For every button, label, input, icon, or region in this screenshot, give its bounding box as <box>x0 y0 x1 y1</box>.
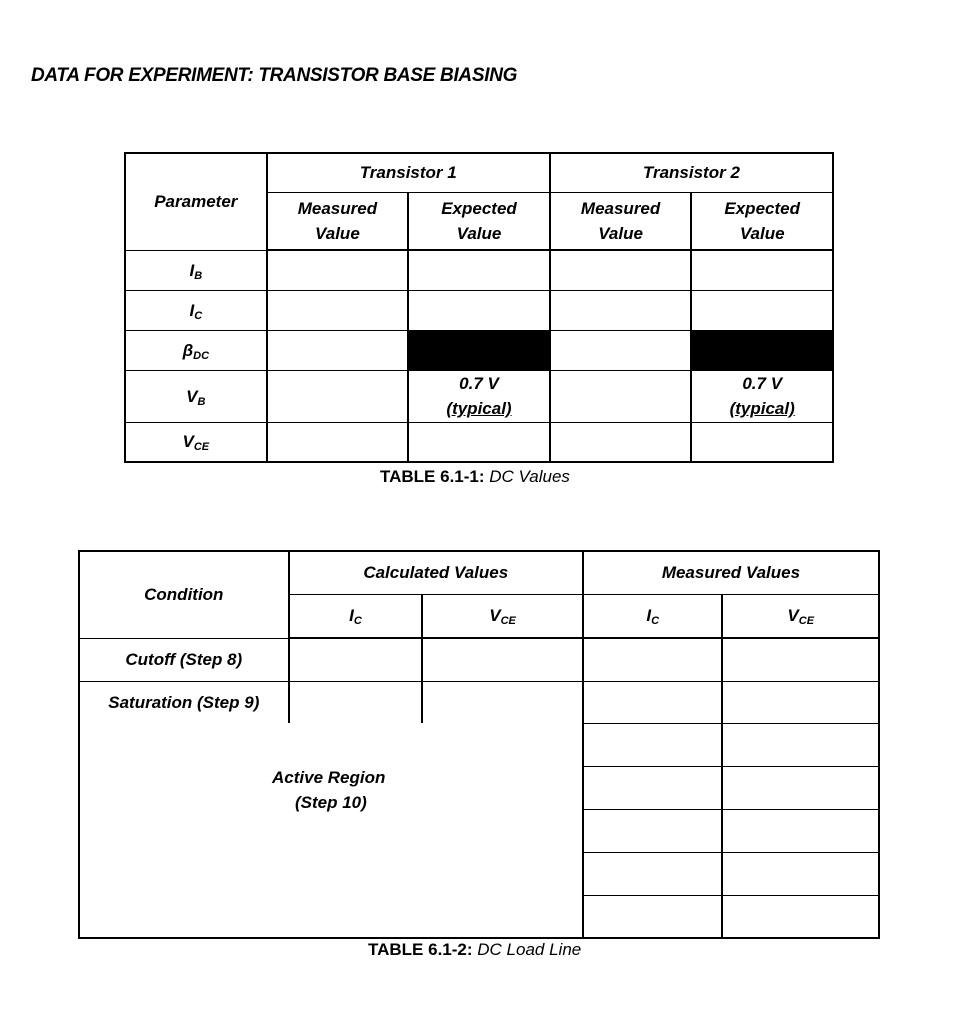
cell[interactable] <box>550 250 692 290</box>
cell[interactable] <box>422 681 583 723</box>
cell[interactable] <box>267 422 409 462</box>
t2-measured-header: Measured Value <box>550 192 692 250</box>
cell[interactable] <box>267 250 409 290</box>
vb-expected-t1: 0.7 V (typical) <box>408 370 550 422</box>
t1-expected-header: Expected Value <box>408 192 550 250</box>
meas-vce-header: $V_{CE}$ <box>722 594 879 638</box>
cell[interactable] <box>583 723 723 766</box>
cell[interactable] <box>583 681 723 723</box>
cell[interactable] <box>422 638 583 681</box>
cell[interactable] <box>550 370 692 422</box>
cell[interactable] <box>583 638 723 681</box>
cell[interactable] <box>722 766 879 809</box>
cell[interactable] <box>408 422 550 462</box>
cell[interactable] <box>722 852 879 895</box>
cell[interactable] <box>691 250 833 290</box>
transistor2-header: Transistor 2 <box>550 153 833 192</box>
vb-expected-t2: 0.7 V (typical) <box>691 370 833 422</box>
cell[interactable] <box>722 723 879 766</box>
cell[interactable] <box>583 852 723 895</box>
t1-measured-header: Measured Value <box>267 192 409 250</box>
cell[interactable] <box>583 809 723 852</box>
dc-values-table <box>124 152 834 463</box>
table2-caption: TABLE 6.1-2: DC Load Line <box>368 940 582 959</box>
cell[interactable] <box>267 290 409 330</box>
cell[interactable] <box>722 809 879 852</box>
cell[interactable] <box>289 638 423 681</box>
parameter-header: Parameter <box>125 153 267 250</box>
cell[interactable] <box>289 681 423 723</box>
t2-expected-header: Expected Value <box>691 192 833 250</box>
param-ic: $I_C$ <box>125 290 267 330</box>
cutoff-label: Cutoff (Step 8) <box>79 638 289 681</box>
saturation-label: Saturation (Step 9) <box>79 681 289 723</box>
cell[interactable] <box>583 766 723 809</box>
table1-caption: TABLE 6.1-1: DC Values <box>380 467 570 486</box>
cell[interactable] <box>722 681 879 723</box>
cell[interactable] <box>550 330 692 370</box>
cell[interactable] <box>691 290 833 330</box>
param-beta-dc: $\beta_{DC}$ <box>125 330 267 370</box>
cell[interactable] <box>550 422 692 462</box>
calc-ic-header: $I_C$ <box>289 594 423 638</box>
dc-load-line-table <box>78 550 880 939</box>
cell[interactable] <box>267 330 409 370</box>
calculated-values-header: Calculated Values <box>289 551 583 594</box>
cell[interactable] <box>722 638 879 681</box>
blacked-out-cell <box>408 330 550 370</box>
cell[interactable] <box>408 290 550 330</box>
transistor1-header: Transistor 1 <box>267 153 550 192</box>
page-title: DATA FOR EXPERIMENT: TRANSISTOR BASE BIASING <box>31 65 518 86</box>
blacked-out-cell <box>691 330 833 370</box>
condition-header: Condition <box>79 551 289 638</box>
calc-vce-header: $V_{CE}$ <box>422 594 583 638</box>
measured-values-header: Measured Values <box>583 551 879 594</box>
cell[interactable] <box>408 250 550 290</box>
param-ib: $I_B$ <box>125 250 267 290</box>
active-region-label: Active Region (Step 10) <box>79 723 583 938</box>
param-vce: $V_{CE}$ <box>125 422 267 462</box>
cell[interactable] <box>267 370 409 422</box>
cell[interactable] <box>550 290 692 330</box>
cell[interactable] <box>691 422 833 462</box>
cell[interactable] <box>722 895 879 938</box>
meas-ic-header: $I_C$ <box>583 594 723 638</box>
param-vb: $V_B$ <box>125 370 267 422</box>
cell[interactable] <box>583 895 723 938</box>
